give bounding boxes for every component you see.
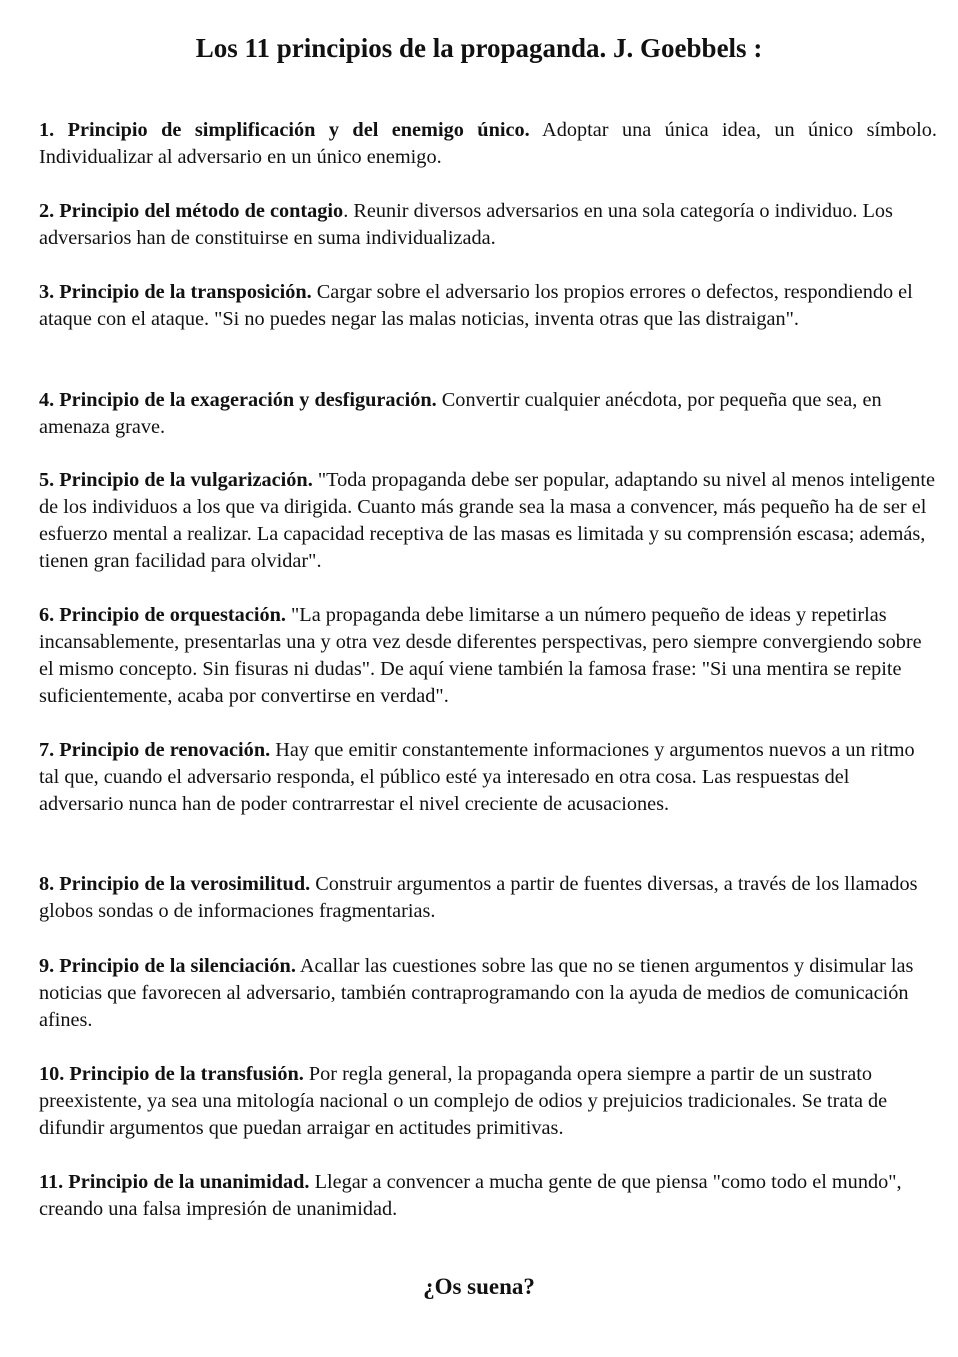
principle-9 [39,953,937,1034]
principle-2 [39,198,937,252]
principle-2-heading: 2. Principio del método de contagio [39,200,344,222]
principle-10-heading: 10. Principio de la transfusión. [39,1063,304,1085]
principle-7 [39,737,937,818]
principle-6-text: "La propaganda debe limitarse a un número pequeño de ideas y repetirlas incansablemente, presentarlas una y otra vez desde diferentes perspectivas, pero siempre convergiendo sobre el mismo concepto. Sin fisuras ni dudas". De aquí viene también la famosa frase: "Si una mentira se repite suficientemente, acaba por convertirse en verdad". [39,604,922,707]
principle-11-text: Llegar a convencer a mucha gente de que piensa "como todo el mundo", creando una falsa impresión de unanimidad. [39,1171,902,1220]
principle-1 [39,117,937,171]
principle-3-text: Cargar sobre el adversario los propios errores o defectos, respondiendo el ataque con el ataque. "Si no puedes negar las malas noticias, inventa otras que las distraigan". [39,281,913,330]
principle-2-text: . Reunir diversos adversarios en una sola categoría o individuo. Los adversarios han de constituirse en suma individualizada. [39,200,893,249]
closing-question: ¿Os suena? [423,1274,535,1299]
principle-3-heading: 3. Principio de la transposición. [39,281,312,303]
principle-8-text: Construir argumentos a partir de fuentes diversas, a través de los llamados globos sondas o de informaciones fragmentarias. [39,873,918,922]
principle-4 [39,387,937,441]
principle-8 [39,871,937,925]
principle-5-heading: 5. Principio de la vulgarización. [39,469,313,491]
principle-10-text: Por regla general, la propaganda opera siempre a partir de un sustrato preexistente, ya sea una mitología nacional o un complejo de odios y prejuicios tradicionales. Se trata de difundir argumentos que puedan arraigar en actitudes primitivas. [39,1063,888,1139]
principle-9-text: Acallar las cuestiones sobre las que no se tienen argumentos y disimular las noticias que favorecen al adversario, también contraprogramando con la ayuda de medios de comunicación afines. [39,955,914,1031]
principle-1-heading: 1. Principio de simplificación y del enemigo único. [39,119,530,141]
principle-6 [39,602,937,710]
principle-5 [39,467,937,575]
principle-3 [39,279,937,333]
principle-1-text: Adoptar una única idea, un único símbolo. Individualizar al adversario en un único enemigo. [39,119,937,168]
principle-7-heading: 7. Principio de renovación. [39,739,271,761]
document-title: Los 11 principios de la propaganda. J. Goebbels : [195,33,763,63]
principle-4-text: Convertir cualquier anécdota, por pequeña que sea, en amenaza grave. [39,389,882,438]
principle-5-text: "Toda propaganda debe ser popular, adaptando su nivel al menos inteligente de los individuos a los que va dirigida. Cuanto más grande sea la masa a convencer, más pequeño ha de ser el esfuerzo mental a realizar. La capacidad receptiva de las masas es limitada y su comprensión escasa; además, tienen gran facilidad para olvidar". [39,469,935,572]
principle-7-text: Hay que emitir constantemente informaciones y argumentos nuevos a un ritmo tal que, cuando el adversario responda, el público esté ya interesado en otra cosa. Las respuestas del adversario nunca han de poder contrarrestar el nivel creciente de acusaciones. [39,739,915,815]
principle-11-heading: 11. Principio de la unanimidad. [39,1171,310,1193]
principle-10 [39,1061,937,1142]
principle-6-heading: 6. Principio de orquestación. [39,604,286,626]
principle-11 [39,1169,937,1223]
principle-8-heading: 8. Principio de la verosimilitud. [39,873,311,895]
principle-9-heading: 9. Principio de la silenciación. [39,955,296,977]
principle-4-heading: 4. Principio de la exageración y desfiguración. [39,389,437,411]
